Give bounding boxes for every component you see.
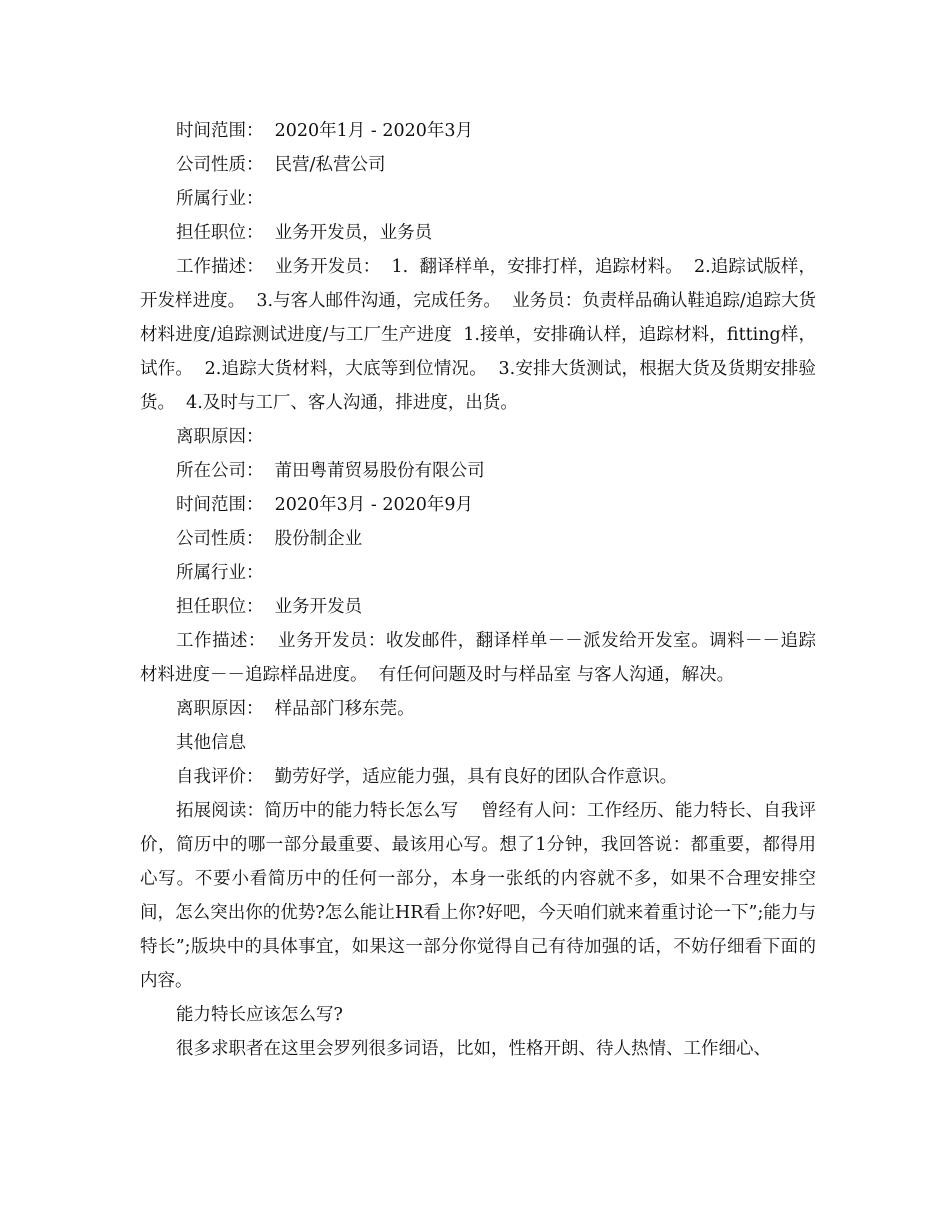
- closing-paragraph: 很多求职者在这里会罗列很多词语，比如，性格开朗、待人热情、工作细心、: [176, 1039, 771, 1059]
- self-evaluation: 自我评价： 勤劳好学，适应能力强，具有良好的团队合作意识。: [176, 767, 678, 787]
- time-range-1: 时间范围： 2020年1月 - 2020年3月: [176, 121, 474, 141]
- industry-2: 所属行业：: [176, 563, 264, 583]
- document-body: [140, 114, 816, 1066]
- company-type-2: 公司性质： 股份制企业: [176, 529, 363, 549]
- leave-reason-1: 离职原因：: [176, 427, 264, 447]
- job-description-2: 工作描述： 业务开发员：收发邮件，翻译样单－－派发给开发室。调料－－追踪材料进度－－追踪样品进度。 有任何问题及时与样品室 与客人沟通，解决。: [140, 631, 816, 685]
- section-question: 能力特长应该怎么写?: [176, 1005, 343, 1025]
- job-description-1: 工作描述： 业务开发员： 1. 翻译样单，安排打样，追踪材料。 2.追踪试版样，开发样进度。 3.与客人邮件沟通，完成任务。 业务员：负责样品确认鞋追踪/追踪大货材料进度/追踪测试进度/与工厂生产进度 1.接单，安排确认样，追踪材料，fitting样，试作。 2.追踪大货材料，大底等到位情况。 3.安排大货测试，根据大货及货期安排验货。 4.及时与工厂、客人沟通，排进度，出货。: [140, 257, 816, 413]
- time-range-2: 时间范围： 2020年3月 - 2020年9月: [176, 495, 474, 515]
- company-2: 所在公司： 莆田粤莆贸易股份有限公司: [176, 461, 485, 481]
- other-info-heading: 其他信息: [176, 733, 246, 753]
- industry-1: 所属行业：: [176, 189, 264, 209]
- position-2: 担任职位： 业务开发员: [176, 597, 363, 617]
- leave-reason-2: 离职原因： 样品部门移东莞。: [176, 699, 415, 719]
- extended-reading: 拓展阅读：简历中的能力特长怎么写 曾经有人问：工作经历、能力特长、自我评价，简历中的哪一部分最重要、最该用心写。想了1分钟，我回答说：都重要，都得用心写。不要小看简历中的任何一部分，本身一张纸的内容就不多，如果不合理安排空间，怎么突出你的优势?怎么能让HR看上你?好吧，今天咱们就来着重讨论一下”;能力与特长”;版块中的具体事宜，如果这一部分你觉得自己有待加强的话，不妨仔细看下面的内容。: [140, 801, 816, 991]
- position-1: 担任职位： 业务开发员，业务员: [176, 223, 433, 243]
- company-type-1: 公司性质： 民营/私营公司: [176, 155, 386, 175]
